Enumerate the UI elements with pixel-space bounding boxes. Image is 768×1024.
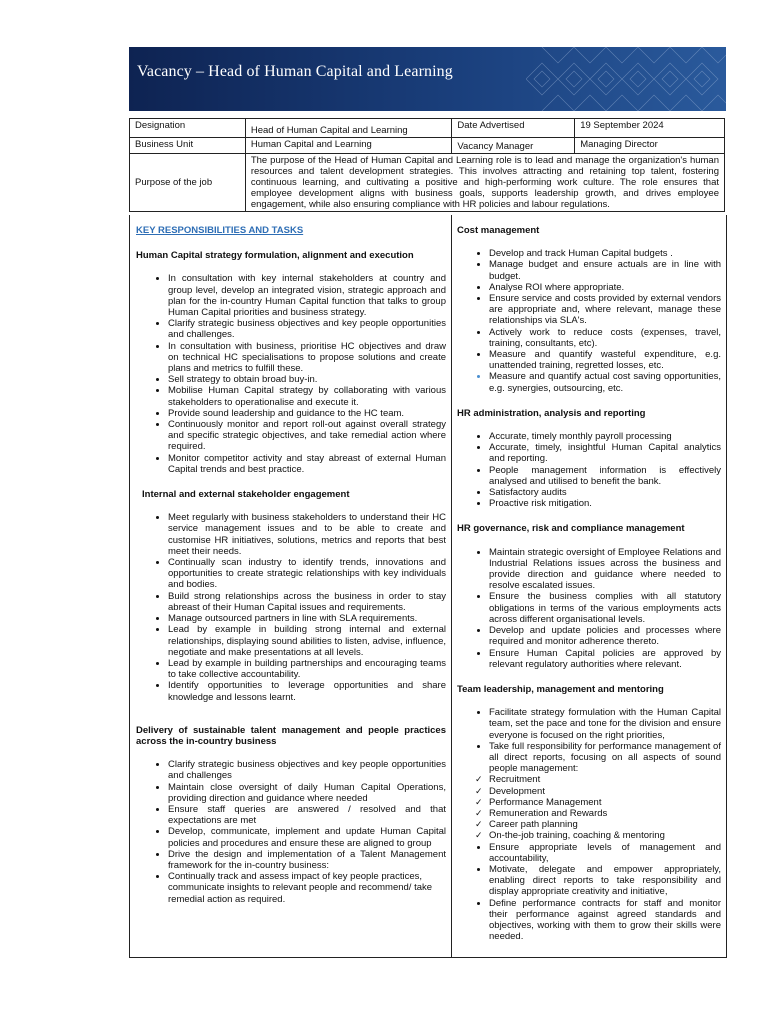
list-item: • Ensure staff queries are answered / resolved and that expectations are met xyxy=(168,804,446,826)
list-item: • Clarify strategic business objectives and key people opportunities and challenges xyxy=(168,759,446,781)
cost-list xyxy=(457,248,721,394)
date-advertised-value: 19 September 2024 xyxy=(575,119,725,138)
checklist-item: ✓ Remuneration and Rewards xyxy=(475,808,721,819)
hr-admin-list xyxy=(457,431,721,509)
list-item: • Measure and quantify actual cost saving opportunities, e.g. synergies, outsourcing, etc. xyxy=(489,371,721,393)
list-item: • Develop and track Human Capital budgets . xyxy=(489,248,721,259)
list-item: • Accurate, timely, insightful Human Capital analytics and reporting. xyxy=(489,442,721,464)
left-column xyxy=(130,215,452,957)
section-title-team-leadership: Team leadership, management and mentoring xyxy=(457,683,664,695)
list-item: • Identify opportunities to leverage opportunities and share knowledge and lessons learnt. xyxy=(168,680,446,702)
list-item: • Lead by example in building strong internal and external relationships, displaying sound abilities to listen, advise, influence, negotiate and make presentations at all levels. xyxy=(168,624,446,658)
list-item: • In consultation with business, prioritise HC objectives and draw on technical HC specialisations to propose solutions and create plans and metrics to fulfill these. xyxy=(168,341,446,375)
strategy-list xyxy=(136,273,446,475)
list-item: • Ensure appropriate levels of management and accountability, xyxy=(489,842,721,864)
talent-list xyxy=(136,759,446,905)
responsibilities-table xyxy=(129,215,727,958)
vacancy-manager-label: Vacancy Manager xyxy=(452,138,575,154)
list-item: • Monitor competitor activity and stay abreast of external Human Capital trends and best practice. xyxy=(168,453,446,475)
checklist-item: ✓ Recruitment xyxy=(475,774,721,785)
list-item: • Continually scan industry to identify trends, innovations and opportunities to create strategic relationships with key individuals and bodies. xyxy=(168,557,446,591)
list-item: • Actively work to reduce costs (expenses, travel, training, consultants, etc). xyxy=(489,327,721,349)
checklist-item: ✓ On-the-job training, coaching & mentoring xyxy=(475,830,721,841)
right-column xyxy=(452,215,726,957)
list-item: • Meet regularly with business stakeholders to understand their HC service management issues and to be able to create and customise HR initiatives, solutions, metrics and reports that best meet their needs. xyxy=(168,512,446,557)
designation-label: Designation xyxy=(130,119,246,138)
list-item: • People management information is effectively analysed and utilised to benefit the bank. xyxy=(489,465,721,487)
checklist-item: ✓ Development xyxy=(475,786,721,797)
designation-value: Head of Human Capital and Learning xyxy=(245,119,452,138)
job-info-table xyxy=(129,118,725,212)
governance-list xyxy=(457,547,721,670)
list-item: • Drive the design and implementation of a Talent Management framework for the in-country business: xyxy=(168,849,446,871)
vacancy-manager-value: Managing Director xyxy=(575,138,725,154)
section-title-stakeholder: Internal and external stakeholder engagement xyxy=(142,489,350,501)
list-item: • Mobilise Human Capital strategy by collaborating with various stakeholders to operationalise and execute it. xyxy=(168,385,446,407)
list-item: • Analyse ROI where appropriate. xyxy=(489,282,721,293)
list-item: • Continuously monitor and report roll-out against overall strategy and specific strategic objectives, and take remedial action where required. xyxy=(168,419,446,453)
list-item: • Measure and quantify wasteful expenditure, e.g. unattended training, regretted losses, etc. xyxy=(489,349,721,371)
decorative-pattern-icon xyxy=(526,47,726,111)
business-unit-label: Business Unit xyxy=(130,138,246,154)
list-item: • Accurate, timely monthly payroll processing xyxy=(489,431,721,442)
section-title-cost: Cost management xyxy=(457,225,540,236)
page-title: Vacancy – Head of Human Capital and Learning xyxy=(137,63,453,80)
section-title-strategy: Human Capital strategy formulation, alignment and execution xyxy=(136,250,414,262)
list-item: • Take full responsibility for performance management of all direct reports, focusing on all aspects of sound people management: xyxy=(489,741,721,775)
date-advertised-label: Date Advertised xyxy=(452,119,575,138)
list-item: • Ensure service and costs provided by external vendors are appropriate and, where relevant, manage these relationships via SLA's. xyxy=(489,293,721,327)
list-item: • Build strong relationships across the business in order to stay abreast of their Human Capital issues and requirements. xyxy=(168,591,446,613)
list-item: • Continually track and assess impact of key people practices, communicate insights to relevant people and recommend/ take remedial action as required. xyxy=(168,871,446,905)
list-item: • Sell strategy to obtain broad buy-in. xyxy=(168,374,446,385)
header-banner xyxy=(129,47,726,111)
list-item: • Lead by example in building partnerships and encouraging teams to take collective accountability. xyxy=(168,658,446,680)
business-unit-value: Human Capital and Learning xyxy=(245,138,452,154)
list-item: • Satisfactory audits xyxy=(489,487,721,498)
list-item: • Ensure the business complies with all statutory obligations in terms of the various employments acts across different organisational levels. xyxy=(489,591,721,625)
people-management-checklist xyxy=(457,774,721,841)
stakeholder-list xyxy=(136,512,446,702)
list-item: • Manage outsourced partners in line with SLA requirements. xyxy=(168,613,446,624)
team-leadership-list-continued xyxy=(457,842,721,943)
purpose-value: The purpose of the Head of Human Capital and Learning role is to lead and manage the organization's human resources and talent development strategies. This involves attracting and retaining top talent, fostering continuous learning, and cultivating a positive and high-performing work culture. The role ensures that employee development aligns with business goals, supports leadership growth, and drives employee engagement, while also ensuring compliance with HR policies and labour regulations. xyxy=(245,154,724,212)
list-item: • Clarify strategic business objectives and key people opportunities and challenges. xyxy=(168,318,446,340)
checklist-item: ✓ Performance Management xyxy=(475,797,721,808)
list-item: • Manage budget and ensure actuals are in line with budget. xyxy=(489,259,721,281)
list-item: • Facilitate strategy formulation with the Human Capital team, set the pace and tone for the division and ensure everyone is focused on the right priorities, xyxy=(489,707,721,741)
checklist-item: ✓ Career path planning xyxy=(475,819,721,830)
list-item: • Motivate, delegate and empower appropriately, enabling direct reports to take responsibility and display appropriate creativity and initiative, xyxy=(489,864,721,898)
list-item: • Maintain strategic oversight of Employee Relations and Industrial Relations issues across the business and provide direction and guidance where needed to resolve escalated issues. xyxy=(489,547,721,592)
list-item: • In consultation with key internal stakeholders at country and group level, develop an integrated vision, strategic approach and plan for the in-country Human Capital function that talks to group Human Capital priorities and business strategy. xyxy=(168,273,446,318)
section-title-hr-admin: HR administration, analysis and reporting xyxy=(457,407,646,419)
list-item: • Ensure Human Capital policies are approved by relevant regulatory authorities where relevant. xyxy=(489,648,721,670)
team-leadership-list xyxy=(457,707,721,774)
list-item: • Develop and update policies and processes where required and monitor adherence thereto. xyxy=(489,625,721,647)
section-title-governance: HR governance, risk and compliance management xyxy=(457,523,685,535)
list-item: • Provide sound leadership and guidance to the HC team. xyxy=(168,408,446,419)
key-responsibilities-heading: KEY RESPONSIBILITIES AND TASKS xyxy=(136,225,304,236)
list-item: • Proactive risk mitigation. xyxy=(489,498,721,509)
section-title-talent: Delivery of sustainable talent management and people practices across the in-country business xyxy=(136,724,446,747)
purpose-label: Purpose of the job xyxy=(130,154,246,212)
list-item: • Develop, communicate, implement and update Human Capital policies and procedures and ensure these are aligned to group xyxy=(168,826,446,848)
list-item: • Define performance contracts for staff and monitor their performance against agreed standards and objectives, working with them to grow their skills were needed. xyxy=(489,898,721,943)
list-item: • Maintain close oversight of daily Human Capital Operations, providing direction and guidance where needed xyxy=(168,782,446,804)
